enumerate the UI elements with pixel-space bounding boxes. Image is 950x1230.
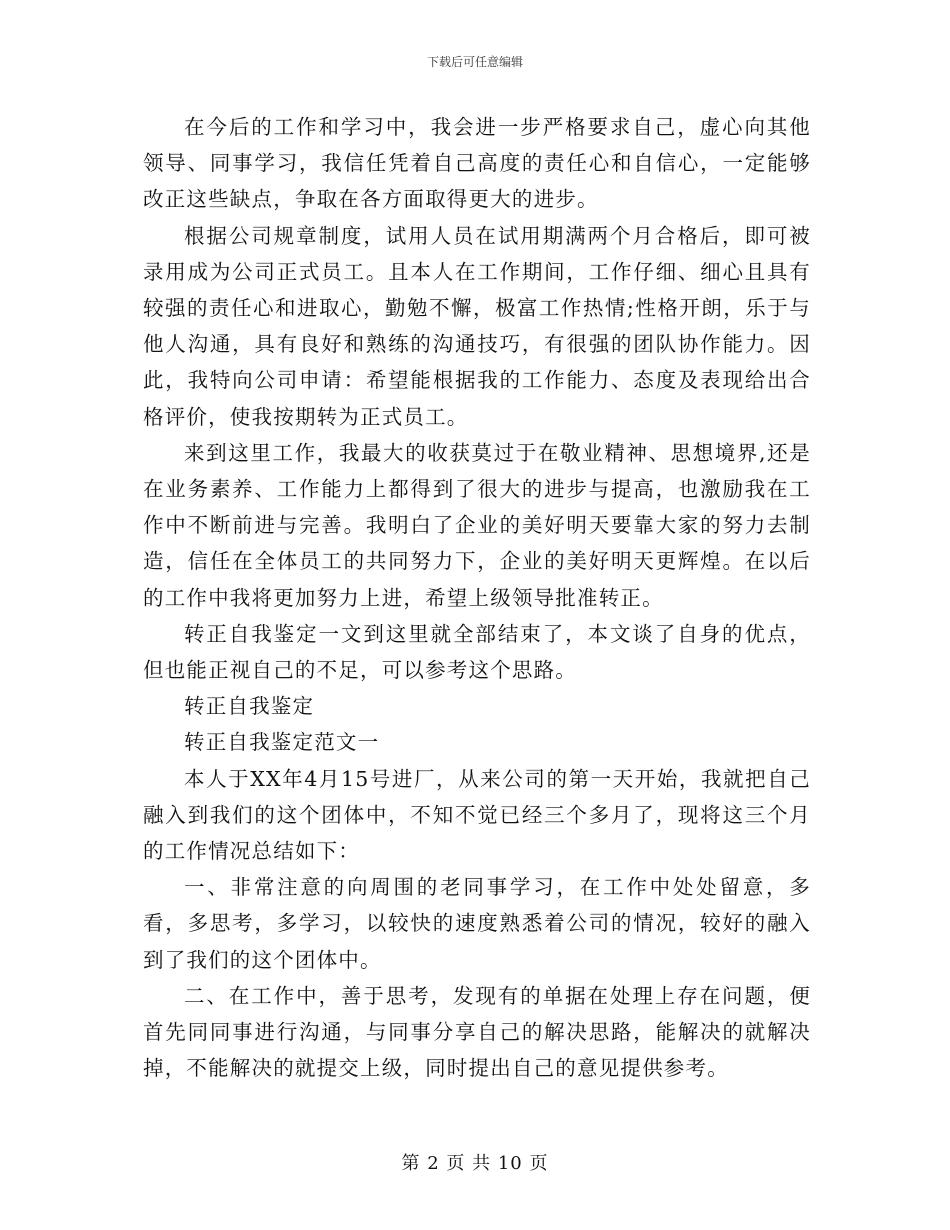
paragraph: 来到这里工作，我最大的收获莫过于在敬业精神、思想境界,还是在业务素养、工作能力上都得到了很大的进步与提高，也激励我在工作中不断前进与完善。我明白了企业的美好明天要靠大家的努力去制造，信任在全体员工的共同努力下，企业的美好明天更辉煌。在以后的工作中我将更加努力上进，希望上级领导批准转正。 — [143, 440, 811, 610]
list-item: 二、在工作中，善于思考，发现有的单据在处理上存在问题，便首先同同事进行沟通，与同事分享自己的解决思路，能解决的就解决掉，不能解决的就提交上级，同时提出自己的意见提供参考。 — [143, 983, 811, 1081]
section-heading: 转正自我鉴定 — [184, 694, 315, 719]
page-number-footer: 第 2 页 共 10 页 — [401, 1153, 549, 1174]
paragraph: 本人于XX年4月15号进厂，从来公司的第一天开始，我就把自己融入到我们的这个团体中，不知不觉已经三个多月了，现将这三个月的工作情况总结如下： — [143, 766, 811, 864]
list-item: 一、非常注意的向周围的老同事学习，在工作中处处留意，多看，多思考，多学习，以较快的速度熟悉着公司的情况，较好的融入到了我们的这个团体中。 — [143, 875, 811, 972]
paragraph: 转正自我鉴定一文到这里就全部结束了，本文谈了自身的优点，但也能正视自己的不足，可以参考这个思路。 — [143, 621, 811, 683]
page-header: 下载后可任意编辑 — [426, 55, 523, 69]
paragraph: 根据公司规章制度，试用人员在试用期满两个月合格后，即可被录用成为公司正式员工。且本人在工作期间，工作仔细、细心且具有较强的责任心和进取心，勤勉不懈，极富工作热情;性格开朗，乐于与他人沟通，具有良好和熟练的沟通技巧，有很强的团队协作能力。因此，我特向公司申请：希望能根据我的工作能力、态度及表现给出合格评价，使我按期转为正式员工。 — [143, 223, 811, 429]
paragraph: 在今后的工作和学习中，我会进一步严格要求自己，虚心向其他领导、同事学习，我信任凭着自己高度的责任心和自信心，一定能够改正这些缺点，争取在各方面取得更大的进步。 — [143, 115, 811, 212]
document-body — [143, 109, 811, 1086]
section-subheading: 转正自我鉴定范文一 — [184, 730, 380, 755]
